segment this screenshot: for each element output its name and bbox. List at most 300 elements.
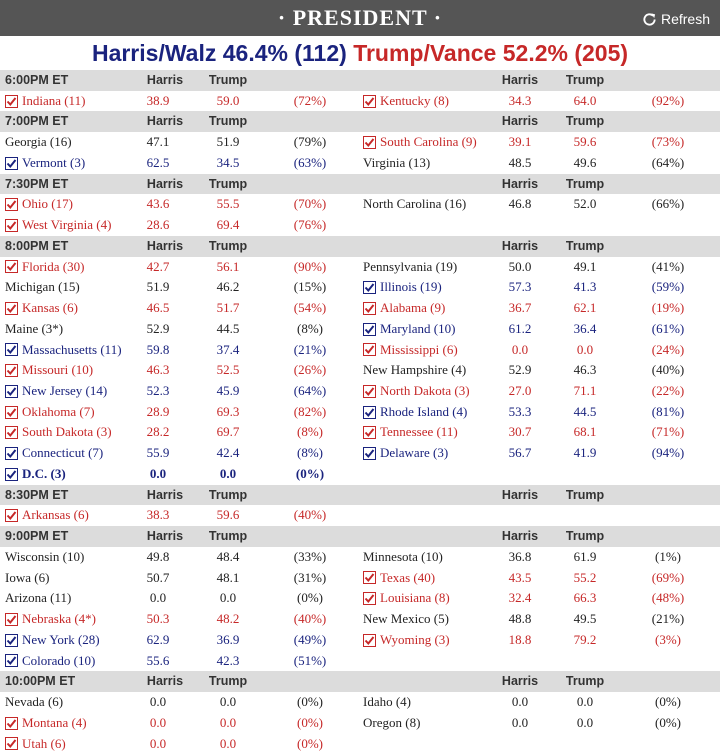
harris-pct: 48.8: [508, 611, 532, 627]
reporting-pct: (0%): [297, 714, 323, 730]
trump-pct: 36.4: [573, 320, 597, 336]
trump-pct: 49.5: [573, 611, 597, 627]
checkmark-icon: [5, 426, 18, 439]
state-name[interactable]: [5, 651, 95, 672]
reporting-pct: (64%): [651, 154, 685, 170]
time-section-header: [0, 236, 720, 257]
reporting-pct: (82%): [293, 403, 327, 419]
reporting-pct: (92%): [651, 92, 685, 108]
checkmark-icon: [363, 447, 376, 460]
reporting-pct: (24%): [651, 341, 685, 357]
trump-pct: 49.1: [573, 258, 597, 274]
checkmark-icon: [363, 343, 376, 356]
state-label: Alabama (9): [380, 300, 446, 316]
state-label: Pennsylvania (19): [363, 258, 458, 274]
trump-pct: 48.4: [216, 548, 240, 564]
column-header: Harris: [146, 114, 184, 129]
trump-pct: 52.0: [573, 196, 597, 212]
state-name[interactable]: [363, 360, 466, 381]
time-section-header: [0, 111, 720, 132]
column-header: Harris: [146, 487, 184, 502]
harris-pct: 62.5: [146, 154, 170, 170]
state-label: Illinois (19): [380, 279, 442, 295]
reporting-pct: (71%): [651, 424, 685, 440]
harris-pct: 55.6: [146, 652, 170, 668]
rep-summary: Trump/Vance 52.2% (205): [353, 40, 629, 66]
refresh-icon: [642, 12, 657, 27]
results-row: [0, 464, 720, 485]
results-row: [0, 340, 720, 361]
harris-pct: 34.3: [508, 92, 532, 108]
reporting-pct: (72%): [293, 92, 327, 108]
harris-pct: 0.0: [149, 694, 167, 710]
state-name[interactable]: [363, 153, 430, 174]
state-label: D.C. (3): [22, 465, 66, 481]
trump-pct: 59.6: [216, 507, 240, 523]
trump-pct: 49.6: [573, 154, 597, 170]
state-name[interactable]: [5, 360, 93, 381]
column-header: Trump: [565, 674, 605, 689]
state-name[interactable]: [5, 505, 89, 526]
reporting-pct: (22%): [651, 383, 685, 399]
state-label: Kansas (6): [22, 300, 78, 316]
harris-pct: 52.9: [508, 362, 532, 378]
column-header: Trump: [208, 529, 248, 544]
state-label: New Mexico (5): [363, 611, 449, 627]
state-name[interactable]: [5, 568, 49, 589]
state-name[interactable]: [5, 402, 95, 423]
checkmark-icon: [363, 95, 376, 108]
column-header: Harris: [501, 674, 539, 689]
reporting-pct: (40%): [293, 611, 327, 627]
checkmark-icon: [5, 468, 18, 481]
checkmark-icon: [5, 198, 18, 211]
harris-pct: 51.9: [146, 279, 170, 295]
reporting-pct: (19%): [651, 300, 685, 316]
state-name[interactable]: [363, 194, 466, 215]
harris-pct: 0.0: [149, 714, 167, 730]
reporting-pct: (0%): [655, 714, 681, 730]
harris-pct: 0.0: [149, 590, 167, 606]
state-name[interactable]: [5, 257, 84, 278]
checkmark-icon: [5, 260, 18, 273]
checkmark-icon: [5, 717, 18, 730]
reporting-pct: (59%): [651, 279, 685, 295]
results-row: [0, 215, 720, 236]
harris-pct: 28.9: [146, 403, 170, 419]
reporting-pct: (21%): [651, 611, 685, 627]
poll-close-time: 7:30PM ET: [5, 176, 69, 191]
state-label: Massachusetts (11): [22, 341, 122, 357]
results-row: [0, 568, 720, 589]
results-row: [0, 609, 720, 630]
state-name[interactable]: [363, 443, 448, 464]
harris-pct: 32.4: [508, 590, 532, 606]
harris-pct: 38.3: [146, 507, 170, 523]
time-section-header: [0, 70, 720, 91]
column-header: Trump: [208, 674, 248, 689]
harris-pct: 48.5: [508, 154, 532, 170]
state-name[interactable]: [5, 91, 85, 112]
column-header: Trump: [565, 73, 605, 87]
trump-pct: 0.0: [219, 714, 237, 730]
harris-pct: 0.0: [511, 714, 529, 730]
poll-close-time: 10:00PM ET: [5, 674, 76, 689]
reporting-pct: (8%): [297, 445, 323, 461]
state-name[interactable]: [5, 194, 73, 215]
trump-pct: 79.2: [573, 631, 597, 647]
poll-close-time: 9:00PM ET: [5, 529, 69, 544]
state-label: Rhode Island (4): [380, 403, 468, 419]
state-name[interactable]: [5, 443, 103, 464]
state-name[interactable]: [5, 422, 112, 443]
state-label: Arizona (11): [5, 590, 72, 606]
results-row: [0, 547, 720, 568]
results-row: [0, 630, 720, 651]
state-label: New Jersey (14): [22, 383, 108, 399]
results-row: [0, 651, 720, 672]
state-label: Montana (4): [22, 714, 87, 730]
reporting-pct: (41%): [651, 258, 685, 274]
column-header: Harris: [501, 487, 539, 502]
reporting-pct: (8%): [297, 424, 323, 440]
state-label: New York (28): [22, 631, 100, 647]
checkmark-icon: [5, 219, 18, 232]
state-label: Wyoming (3): [380, 631, 450, 647]
results-row: [0, 402, 720, 423]
race-summary: [0, 36, 720, 70]
state-label: South Carolina (9): [380, 134, 477, 150]
reporting-pct: (21%): [293, 341, 327, 357]
president-header: [0, 0, 720, 36]
trump-pct: 41.9: [573, 445, 597, 461]
state-name[interactable]: [363, 319, 455, 340]
state-label: Oregon (8): [363, 714, 421, 730]
harris-pct: 43.5: [508, 569, 532, 585]
state-label: Nevada (6): [5, 694, 64, 710]
reporting-pct: (15%): [293, 279, 327, 295]
results-row: [0, 277, 720, 298]
state-label: Louisiana (8): [380, 590, 450, 606]
trump-pct: 48.2: [216, 611, 240, 627]
state-name[interactable]: [5, 609, 96, 630]
checkmark-icon: [5, 302, 18, 315]
state-name[interactable]: [363, 402, 467, 423]
results-board: [0, 70, 720, 754]
state-label: Vermont (3): [22, 154, 86, 170]
state-name[interactable]: [363, 422, 458, 443]
state-label: West Virginia (4): [22, 217, 112, 233]
checkmark-icon: [5, 737, 18, 750]
state-label: Utah (6): [22, 735, 66, 751]
state-name[interactable]: [363, 91, 449, 112]
harris-pct: 39.1: [508, 134, 532, 150]
checkmark-icon: [363, 634, 376, 647]
time-section-header: [0, 526, 720, 547]
trump-pct: 69.7: [216, 424, 240, 440]
state-label: Missouri (10): [22, 362, 94, 378]
harris-pct: 50.3: [146, 611, 170, 627]
harris-pct: 59.8: [146, 341, 170, 357]
state-name[interactable]: [363, 257, 457, 278]
state-name[interactable]: [5, 340, 122, 361]
checkmark-icon: [5, 509, 18, 522]
reporting-pct: (0%): [297, 694, 323, 710]
reporting-pct: (26%): [293, 362, 327, 378]
column-header: Harris: [146, 674, 184, 689]
checkmark-icon: [5, 157, 18, 170]
results-row: [0, 298, 720, 319]
state-label: Minnesota (10): [363, 548, 443, 564]
trump-pct: 56.1: [216, 258, 240, 274]
results-row: [0, 734, 720, 755]
reporting-pct: (0%): [297, 590, 323, 606]
results-row: [0, 257, 720, 278]
harris-pct: 0.0: [149, 735, 167, 751]
results-row: [0, 153, 720, 174]
checkmark-icon: [5, 654, 18, 667]
state-label: Connecticut (7): [22, 445, 104, 461]
harris-pct: 18.8: [508, 631, 532, 647]
harris-pct: 28.6: [146, 217, 170, 233]
trump-pct: 51.9: [216, 134, 240, 150]
reporting-pct: (81%): [651, 403, 685, 419]
state-label: Nebraska (4*): [22, 611, 96, 627]
dem-summary: Harris/Walz 46.4% (112): [91, 40, 347, 66]
trump-pct: 0.0: [576, 341, 594, 357]
refresh-label: Refresh: [660, 11, 710, 27]
state-label: Wisconsin (10): [5, 548, 85, 564]
harris-pct: 30.7: [508, 424, 532, 440]
harris-pct: 27.0: [508, 383, 532, 399]
reporting-pct: (8%): [297, 320, 323, 336]
checkmark-icon: [363, 571, 376, 584]
results-row: [0, 381, 720, 402]
state-name[interactable]: [5, 215, 111, 236]
state-name[interactable]: [363, 630, 450, 651]
harris-pct: 56.7: [508, 445, 532, 461]
checkmark-icon: [5, 385, 18, 398]
state-name[interactable]: [5, 464, 66, 485]
state-name[interactable]: [363, 547, 443, 568]
state-label: North Dakota (3): [380, 383, 470, 399]
harris-pct: 52.3: [146, 383, 170, 399]
state-name[interactable]: [363, 277, 442, 298]
harris-pct: 0.0: [511, 694, 529, 710]
trump-pct: 34.5: [216, 154, 240, 170]
results-row: [0, 713, 720, 734]
state-label: Georgia (16): [5, 134, 72, 150]
results-row: [0, 91, 720, 112]
harris-pct: 50.0: [508, 258, 532, 274]
state-label: Delaware (3): [380, 445, 449, 461]
state-name[interactable]: [5, 132, 72, 153]
reporting-pct: (94%): [651, 445, 685, 461]
harris-pct: 46.8: [508, 196, 532, 212]
trump-pct: 0.0: [576, 694, 594, 710]
trump-pct: 44.5: [216, 320, 240, 336]
harris-pct: 46.3: [146, 362, 170, 378]
trump-pct: 0.0: [219, 694, 237, 710]
poll-close-time: 7:00PM ET: [5, 114, 69, 129]
state-name[interactable]: [5, 713, 87, 734]
column-header: Trump: [208, 114, 248, 129]
state-label: Tennessee (11): [380, 424, 458, 440]
state-label: Iowa (6): [5, 569, 50, 585]
column-header: Trump: [565, 176, 605, 191]
trump-pct: 55.5: [216, 196, 240, 212]
column-header: Harris: [501, 529, 539, 544]
checkmark-icon: [363, 592, 376, 605]
state-name[interactable]: [5, 319, 63, 340]
state-name[interactable]: [5, 277, 80, 298]
state-name[interactable]: [363, 132, 477, 153]
column-header: Harris: [501, 238, 539, 253]
harris-pct: 42.7: [146, 258, 170, 274]
checkmark-icon: [363, 136, 376, 149]
column-header: Trump: [565, 238, 605, 253]
reporting-pct: (79%): [293, 134, 327, 150]
harris-pct: 0.0: [511, 341, 529, 357]
column-header: Harris: [146, 529, 184, 544]
reporting-pct: (51%): [293, 652, 327, 668]
reporting-pct: (31%): [293, 569, 327, 585]
column-header: Harris: [146, 238, 184, 253]
reporting-pct: (66%): [651, 196, 685, 212]
harris-pct: 61.2: [508, 320, 532, 336]
trump-pct: 62.1: [573, 300, 597, 316]
trump-pct: 52.5: [216, 362, 240, 378]
harris-pct: 38.9: [146, 92, 170, 108]
state-label: Florida (30): [22, 258, 85, 274]
results-row: [0, 443, 720, 464]
harris-pct: 28.2: [146, 424, 170, 440]
checkmark-icon: [5, 613, 18, 626]
trump-pct: 46.3: [573, 362, 597, 378]
state-label: South Dakota (3): [22, 424, 112, 440]
harris-pct: 46.5: [146, 300, 170, 316]
trump-pct: 64.0: [573, 92, 597, 108]
trump-pct: 0.0: [219, 590, 237, 606]
column-header: Harris: [501, 114, 539, 129]
poll-close-time: 6:00PM ET: [5, 73, 69, 87]
page-title: · PRESIDENT ·: [277, 5, 443, 30]
reporting-pct: (40%): [651, 362, 685, 378]
trump-pct: 42.4: [216, 445, 240, 461]
harris-pct: 53.3: [508, 403, 532, 419]
state-label: Texas (40): [380, 569, 436, 585]
reporting-pct: (64%): [293, 383, 327, 399]
state-name[interactable]: [5, 153, 85, 174]
time-section-header: [0, 671, 720, 692]
trump-pct: 45.9: [216, 383, 240, 399]
checkmark-icon: [5, 447, 18, 460]
state-label: Michigan (15): [5, 279, 80, 295]
reporting-pct: (90%): [293, 258, 327, 274]
state-name[interactable]: [5, 588, 71, 609]
state-label: Mississippi (6): [380, 341, 458, 357]
trump-pct: 37.4: [216, 341, 240, 357]
results-row: [0, 505, 720, 526]
column-header: Trump: [208, 73, 248, 87]
reporting-pct: (33%): [293, 548, 327, 564]
trump-pct: 0.0: [219, 465, 237, 481]
state-name[interactable]: [363, 298, 445, 319]
poll-close-time: 8:30PM ET: [5, 487, 69, 502]
column-header: Trump: [208, 238, 248, 253]
state-name[interactable]: [5, 547, 84, 568]
trump-pct: 36.9: [216, 631, 240, 647]
harris-pct: 55.9: [146, 445, 170, 461]
state-name[interactable]: [5, 630, 100, 651]
harris-pct: 0.0: [149, 465, 167, 481]
state-label: Maine (3*): [5, 320, 64, 336]
checkmark-icon: [5, 343, 18, 356]
reporting-pct: (1%): [655, 548, 681, 564]
trump-pct: 59.0: [216, 92, 240, 108]
refresh-button[interactable]: [642, 9, 710, 29]
reporting-pct: (40%): [293, 507, 327, 523]
state-label: New Hampshire (4): [363, 362, 467, 378]
column-header: Trump: [565, 529, 605, 544]
state-name[interactable]: [363, 381, 470, 402]
results-row: [0, 422, 720, 443]
results-row: [0, 132, 720, 153]
trump-pct: 55.2: [573, 569, 597, 585]
state-label: Colorado (10): [22, 652, 96, 668]
state-name[interactable]: [363, 713, 420, 734]
harris-pct: 52.9: [146, 320, 170, 336]
state-name[interactable]: [363, 340, 458, 361]
reporting-pct: (54%): [293, 300, 327, 316]
harris-pct: 36.7: [508, 300, 532, 316]
state-name[interactable]: [363, 568, 435, 589]
column-header: Harris: [146, 73, 184, 87]
checkmark-icon: [363, 281, 376, 294]
results-row: [0, 319, 720, 340]
results-row: [0, 360, 720, 381]
state-name[interactable]: [5, 381, 107, 402]
checkmark-icon: [363, 302, 376, 315]
checkmark-icon: [5, 634, 18, 647]
state-name[interactable]: [363, 609, 449, 630]
state-name[interactable]: [363, 692, 411, 713]
harris-pct: 62.9: [146, 631, 170, 647]
harris-pct: 49.8: [146, 548, 170, 564]
reporting-pct: (0%): [655, 694, 681, 710]
time-section-header: [0, 174, 720, 195]
state-name[interactable]: [5, 298, 78, 319]
trump-pct: 69.3: [216, 403, 240, 419]
harris-pct: 47.1: [146, 134, 170, 150]
trump-pct: 46.2: [216, 279, 240, 295]
checkmark-icon: [363, 406, 376, 419]
trump-pct: 0.0: [576, 714, 594, 730]
reporting-pct: (48%): [651, 590, 685, 606]
results-row: [0, 194, 720, 215]
trump-pct: 44.5: [573, 403, 597, 419]
state-name[interactable]: [5, 692, 63, 713]
state-name[interactable]: [5, 734, 66, 755]
trump-pct: 0.0: [219, 735, 237, 751]
reporting-pct: (61%): [651, 320, 685, 336]
trump-pct: 69.4: [216, 217, 240, 233]
reporting-pct: (70%): [293, 196, 327, 212]
state-name[interactable]: [363, 588, 450, 609]
reporting-pct: (0%): [297, 735, 323, 751]
state-label: Maryland (10): [380, 320, 456, 336]
reporting-pct: (0%): [295, 465, 325, 481]
